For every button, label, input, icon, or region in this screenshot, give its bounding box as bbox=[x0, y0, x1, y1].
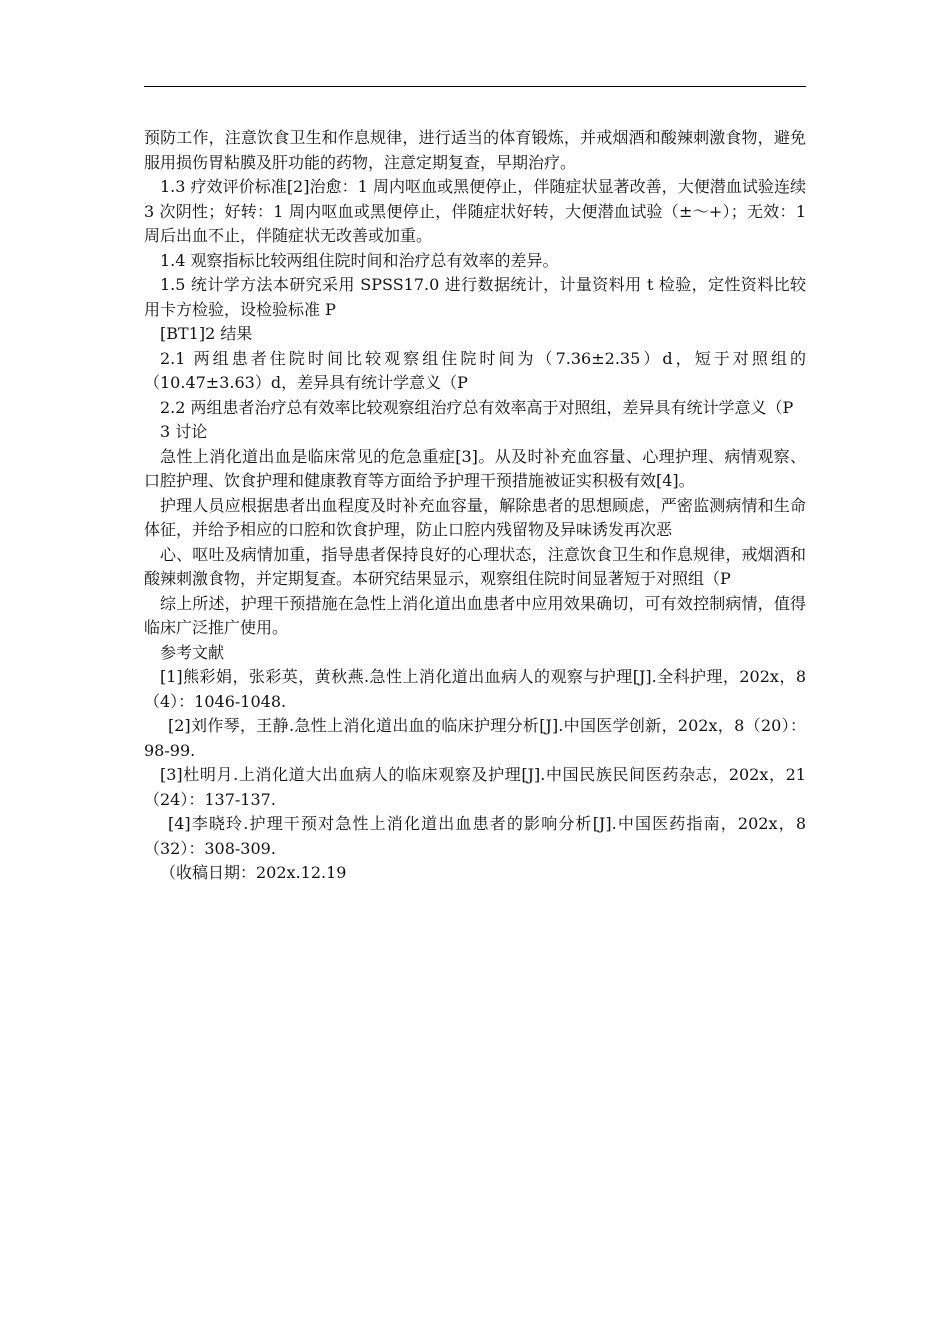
paragraph-discussion-3: 心、呕吐及病情加重，指导患者保持良好的心理状态，注意饮食卫生和作息规律，戒烟酒和酸辣刺激食物，并定期复查。本研究结果显示，观察组住院时间显著短于对照组（P bbox=[144, 544, 806, 588]
header-rule bbox=[144, 86, 806, 87]
reference-item: [2]刘作琴，王静.急性上消化道出血的临床护理分析[J].中国医学创新，202x，8（20）：98-99. bbox=[144, 716, 806, 760]
paragraph-prevention: 预防工作，注意饮食卫生和作息规律，进行适当的体育锻炼，并戒烟酒和酸辣刺激食物，避免服用损伤胃粘膜及肝功能的药物，注意定期复查，早期治疗。 bbox=[144, 128, 806, 172]
reference-item: [1]熊彩娟，张彩英，黄秋燕.急性上消化道出血病人的观察与护理[J].全科护理，202x，8（4）：1046-1048. bbox=[144, 667, 806, 711]
received-date: （收稿日期：202x.12.19 bbox=[160, 863, 347, 882]
paragraph-total-efficacy: 2.2 两组患者治疗总有效率比较观察组治疗总有效率高于对照组，差异具有统计学意义（P bbox=[160, 397, 794, 417]
section-heading-discussion: 3 讨论 bbox=[160, 422, 208, 441]
section-heading-references: 参考文献 bbox=[160, 642, 225, 662]
body-text bbox=[144, 126, 806, 886]
paragraph-conclusion: 综上所述，护理干预措施在急性上消化道出血患者中应用效果确切，可有效控制病情，值得临床广泛推广使用。 bbox=[144, 593, 806, 637]
paragraph-statistical-methods: 1.5 统计学方法本研究采用 SPSS17.0 进行数据统计，计量资料用 t 检验，定性资料比较用卡方检验，设检验标准 P bbox=[144, 275, 806, 319]
reference-item: [3]杜明月.上消化道大出血病人的临床观察及护理[J].中国民族民间医药杂志，202x，21（24）：137-137. bbox=[144, 765, 806, 809]
paragraph-efficacy-criteria: 1.3 疗效评价标准[2]治愈：1 周内呕血或黑便停止，伴随症状显著改善，大便潜血试验连续 3 次阴性；好转：1 周内呕血或黑便停止，伴随症状好转，大便潜血试验（±～+）；无效：1 周后出血不止，伴随症状无改善或加重。 bbox=[144, 177, 806, 245]
section-heading-results: [BT1]2 结果 bbox=[160, 324, 253, 343]
paragraph-hospital-stay: 2.1 两组患者住院时间比较观察组住院时间为（7.36±2.35）d，短于对照组的（10.47±3.63）d，差异具有统计学意义（P bbox=[144, 348, 806, 392]
paragraph-discussion-1: 急性上消化道出血是临床常见的危急重症[3]。从及时补充血容量、心理护理、病情观察、口腔护理、饮食护理和健康教育等方面给予护理干预措施被证实积极有效[4]。 bbox=[144, 446, 806, 490]
paragraph-observation-indicators: 1.4 观察指标比较两组住院时间和治疗总有效率的差异。 bbox=[160, 250, 559, 270]
reference-item: [4]李晓玲.护理干预对急性上消化道出血患者的影响分析[J].中国医药指南，202x，8（32）：308-309. bbox=[144, 814, 806, 858]
paragraph-discussion-2: 护理人员应根据患者出血程度及时补充血容量，解除患者的思想顾虑，严密监测病情和生命体征，并给予相应的口腔和饮食护理，防止口腔内残留物及异味诱发再次恶 bbox=[144, 495, 806, 539]
